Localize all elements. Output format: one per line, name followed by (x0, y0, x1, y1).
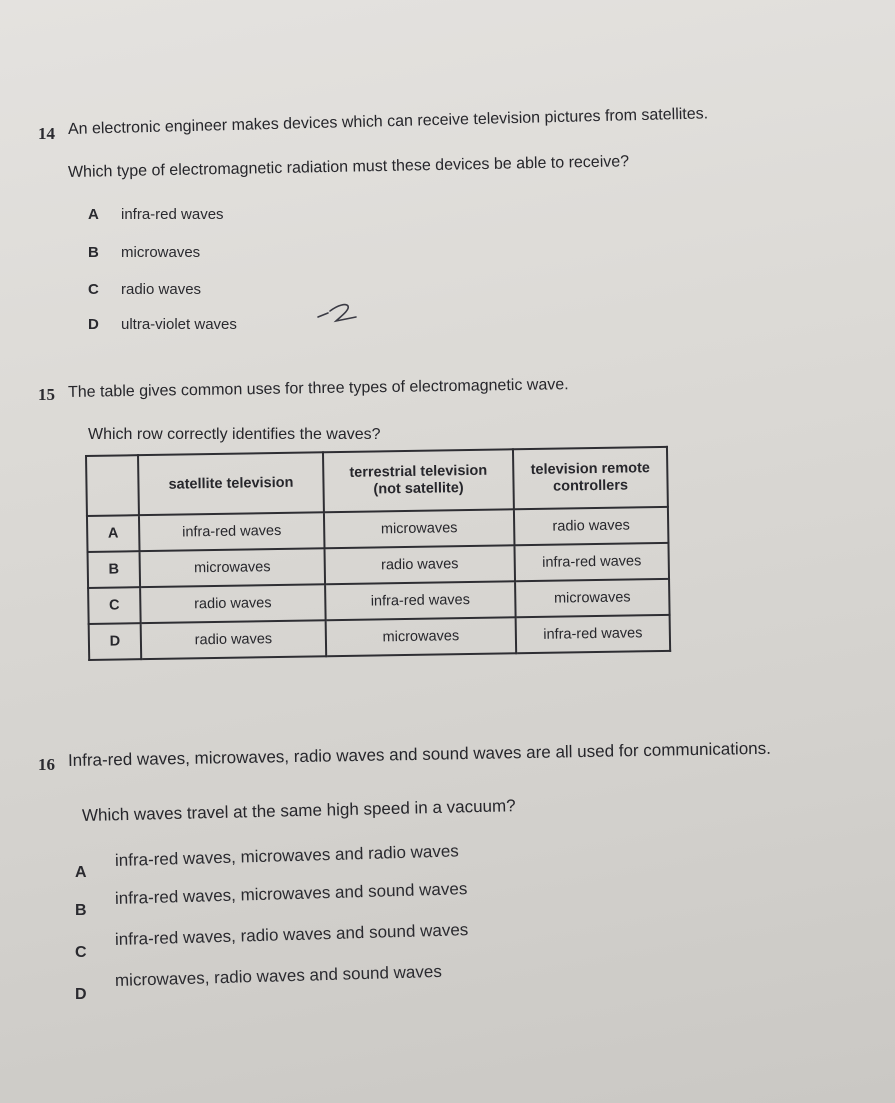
table-cell: microwaves (326, 617, 517, 656)
option-text[interactable]: microwaves (121, 244, 201, 261)
option-letter[interactable]: D (88, 316, 99, 333)
table-cell: radio waves (140, 584, 326, 623)
question-prompt: Which row correctly identifies the waves? (88, 426, 381, 443)
row-label[interactable]: D (89, 623, 142, 660)
row-label[interactable]: A (87, 515, 140, 552)
option-letter[interactable]: B (88, 244, 99, 261)
option-letter[interactable]: C (75, 944, 87, 961)
option-text[interactable]: radio waves (121, 281, 202, 298)
table-header (86, 455, 139, 516)
option-letter[interactable]: D (75, 986, 87, 1003)
question-stem: An electronic engineer makes devices which can receive television pictures from satellites. (67, 105, 709, 138)
option-text[interactable]: infra-red waves, microwaves and sound waves (114, 879, 468, 908)
option-text[interactable]: infra-red waves, radio waves and sound waves (114, 920, 469, 949)
row-label[interactable]: B (88, 551, 141, 588)
table-cell: radio waves (514, 507, 669, 545)
option-text[interactable]: ultra-violet waves (121, 316, 237, 333)
table-cell: infra-red waves (325, 581, 516, 620)
question-number: 14 (38, 124, 55, 143)
option-text[interactable]: infra-red waves, microwaves and radio waves (114, 841, 460, 870)
option-text[interactable]: infra-red waves (121, 206, 224, 223)
question-prompt: Which waves travel at the same high speed in a vacuum? (81, 796, 516, 825)
table-cell: infra-red waves (516, 615, 671, 653)
table-header: terrestrial television (not satellite) (323, 449, 514, 512)
option-letter[interactable]: A (88, 206, 99, 223)
table-header: satellite television (138, 452, 324, 515)
table-header-row (86, 447, 668, 516)
option-letter[interactable]: C (88, 281, 99, 298)
question-number: 16 (38, 755, 55, 774)
table-cell: microwaves (515, 579, 670, 617)
table-cell: radio waves (324, 545, 515, 584)
option-letter[interactable]: B (75, 902, 87, 919)
option-text[interactable]: microwaves, radio waves and sound waves (114, 961, 443, 990)
table-row[interactable] (89, 615, 670, 660)
question-stem: The table gives common uses for three types of electromagnetic wave. (67, 376, 569, 401)
pencil-mark-icon (316, 301, 366, 325)
row-label[interactable]: C (88, 587, 141, 624)
table-cell: infra-red waves (514, 543, 669, 581)
table-cell: microwaves (324, 509, 515, 548)
question-number: 15 (38, 385, 55, 404)
table-cell: infra-red waves (139, 512, 325, 551)
question-prompt: Which type of electromagnetic radiation must these devices be able to receive? (67, 153, 630, 181)
table-cell: radio waves (141, 620, 327, 659)
table-cell: microwaves (140, 548, 326, 587)
table-header: television remote controllers (513, 447, 668, 509)
answer-table (85, 446, 671, 661)
question-stem: Infra-red waves, microwaves, radio waves and sound waves are all used for communications. (67, 738, 772, 770)
option-letter[interactable]: A (75, 864, 87, 881)
